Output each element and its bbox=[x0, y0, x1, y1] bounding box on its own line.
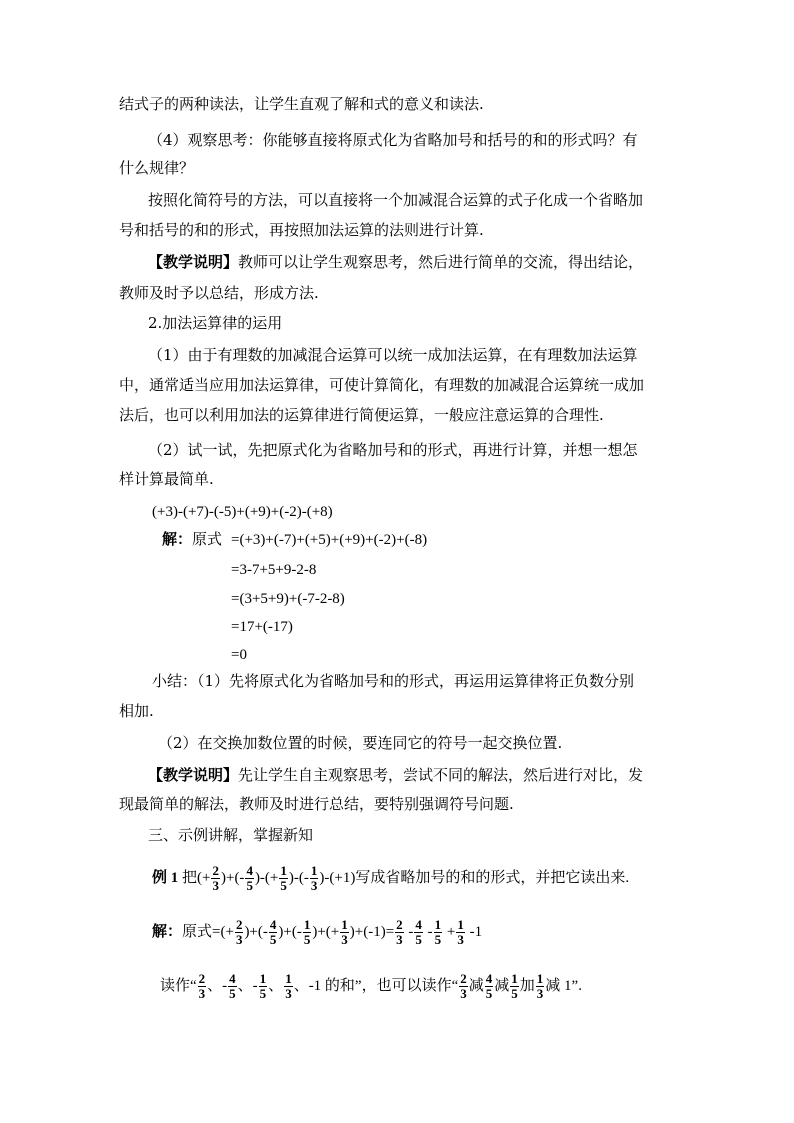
denominator: 5 bbox=[511, 986, 518, 1002]
text: 教师可以让学生观察思考，然后进行简单的交流，得出结论， bbox=[238, 253, 644, 271]
text: (+3)-(+7)-(-5)+(+9)+(-2)-(+8) bbox=[152, 504, 333, 520]
teaching-note-label: 【教学说明】 bbox=[148, 253, 239, 271]
fraction bbox=[536, 972, 545, 1001]
denominator: 5 bbox=[434, 932, 442, 948]
text: （2）在交换加数位置的时候，要连同它的符号一起交换位置. bbox=[158, 734, 563, 752]
fraction bbox=[485, 972, 494, 1001]
paragraph-line bbox=[148, 130, 638, 150]
numerator: 2 bbox=[198, 971, 206, 987]
expression bbox=[152, 502, 333, 522]
text: （2）试一试，先把原式化为省略加号和的形式，再进行计算，并想一想怎 bbox=[148, 441, 638, 459]
text: =3-7+5+9-2-8 bbox=[231, 562, 317, 578]
denominator: 3 bbox=[536, 986, 544, 1002]
paragraph-line bbox=[119, 794, 514, 814]
text: 相加. bbox=[119, 702, 154, 720]
solution-step bbox=[231, 617, 293, 637]
fraction bbox=[284, 972, 293, 1001]
denominator: 5 bbox=[269, 932, 277, 948]
paragraph-line bbox=[119, 405, 604, 425]
text: )+(- bbox=[244, 924, 268, 940]
numerator: 1 bbox=[511, 971, 518, 987]
text: 什么规律？ bbox=[119, 159, 195, 177]
text: )+(+ bbox=[312, 924, 340, 940]
numerator: 4 bbox=[269, 917, 277, 933]
text: 样计算最简单. bbox=[119, 470, 214, 488]
section-heading bbox=[148, 313, 282, 333]
fraction bbox=[235, 918, 244, 947]
text: 、- bbox=[237, 978, 258, 994]
numerator: 1 bbox=[457, 917, 464, 933]
teaching-note bbox=[148, 765, 643, 785]
text: 原式 bbox=[192, 532, 223, 548]
fraction bbox=[459, 972, 468, 1001]
text: 现最简单的解法，教师及时进行总结，要特别强调符号问题. bbox=[119, 795, 514, 813]
paragraph-line bbox=[148, 440, 638, 460]
summary-line bbox=[119, 701, 154, 721]
numerator: 2 bbox=[396, 917, 403, 933]
paragraph-line bbox=[119, 375, 644, 395]
text: + bbox=[443, 924, 456, 940]
solution-step bbox=[231, 589, 345, 609]
text: 、- bbox=[207, 978, 228, 994]
text: 2.加法运算律的运用 bbox=[148, 314, 283, 332]
example-reading bbox=[160, 968, 582, 1004]
text: 中，通常适当应用加法运算律，可使计算简化，有理数的加减混合运算统一成加 bbox=[119, 376, 645, 394]
text: 减 bbox=[468, 978, 484, 994]
denominator: 5 bbox=[229, 986, 236, 1002]
numerator: 2 bbox=[212, 863, 219, 879]
text: )-(- bbox=[288, 870, 309, 886]
denominator: 5 bbox=[280, 878, 287, 894]
summary-line bbox=[152, 671, 634, 691]
paragraph-line bbox=[119, 283, 319, 303]
denominator: 5 bbox=[259, 986, 267, 1002]
numerator: 1 bbox=[434, 917, 442, 933]
numerator: 2 bbox=[460, 971, 467, 987]
text: 号和括号的和的形式，再按照加法运算的法则进行计算. bbox=[119, 221, 484, 239]
denominator: 3 bbox=[457, 932, 464, 948]
text: 加 bbox=[519, 978, 535, 994]
solution-step bbox=[231, 645, 247, 665]
numerator: 1 bbox=[341, 917, 348, 933]
teaching-note-label: 【教学说明】 bbox=[148, 766, 239, 784]
text: )+(-1)= bbox=[349, 924, 395, 940]
fraction bbox=[228, 972, 237, 1001]
text: 按照化简符号的方法，可以直接将一个加减混合运算的式子化成一个省略加 bbox=[148, 191, 644, 209]
solution-label: 解： bbox=[162, 532, 193, 548]
text: - bbox=[404, 924, 414, 940]
paragraph-line bbox=[119, 158, 194, 178]
paragraph-line bbox=[119, 469, 214, 489]
text: 小结：（1）先将原式化为省略加号和的形式，再运用运算律将正负数分别 bbox=[152, 672, 635, 690]
text: )+(- bbox=[220, 870, 245, 886]
text: =(+3)+(-7)+(+5)+(+9)+(-2)+(-8) bbox=[231, 532, 428, 548]
text: 三、示例讲解，掌握新知 bbox=[148, 826, 314, 844]
solution-step bbox=[231, 530, 427, 550]
text: 结式子的两种读法，让学生直观了解和式的意义和读法. bbox=[119, 95, 484, 113]
solution-step bbox=[231, 560, 316, 580]
text: 减 1”. bbox=[545, 978, 582, 994]
numerator: 4 bbox=[246, 863, 253, 879]
fraction bbox=[279, 864, 288, 893]
denominator: 5 bbox=[415, 932, 422, 948]
fraction bbox=[434, 918, 443, 947]
text: （1）由于有理数的加减混合运算可以统一成加法运算，在有理数加法运算 bbox=[148, 346, 638, 364]
paragraph-line bbox=[148, 345, 638, 365]
text: 把(+ bbox=[178, 870, 211, 886]
numerator: 1 bbox=[280, 863, 287, 879]
text: =17+(-17) bbox=[231, 619, 293, 635]
denominator: 3 bbox=[235, 932, 243, 948]
example-label: 例 1 bbox=[152, 870, 179, 886]
numerator: 1 bbox=[536, 971, 544, 987]
text: =0 bbox=[231, 647, 247, 663]
fraction bbox=[414, 918, 423, 947]
denominator: 3 bbox=[285, 986, 292, 1002]
text: 读作“ bbox=[160, 978, 197, 994]
numerator: 1 bbox=[259, 971, 267, 987]
numerator: 4 bbox=[229, 971, 236, 987]
denominator: 3 bbox=[341, 932, 348, 948]
fraction bbox=[303, 918, 312, 947]
numerator: 2 bbox=[235, 917, 243, 933]
denominator: 3 bbox=[396, 932, 403, 948]
denominator: 3 bbox=[460, 986, 467, 1002]
numerator: 1 bbox=[310, 863, 318, 879]
denominator: 3 bbox=[310, 878, 318, 894]
example-statement bbox=[152, 860, 629, 896]
fraction bbox=[198, 972, 207, 1001]
denominator: 5 bbox=[485, 986, 493, 1002]
numerator: 4 bbox=[415, 917, 422, 933]
example-solution bbox=[152, 914, 482, 950]
paragraph-line bbox=[119, 94, 484, 114]
numerator: 1 bbox=[303, 917, 311, 933]
text: 原式=(+ bbox=[182, 924, 234, 940]
teaching-note bbox=[148, 252, 643, 272]
fraction bbox=[269, 918, 278, 947]
denominator: 5 bbox=[303, 932, 311, 948]
summary-line bbox=[158, 733, 562, 753]
fraction bbox=[395, 918, 404, 947]
text: （4）观察思考：你能够直接将原式化为省略加号和括号的和的形式吗？有 bbox=[148, 131, 638, 149]
text: )+(- bbox=[278, 924, 302, 940]
text: 法后，也可以利用加法的运算律进行简便运算，一般应注意运算的合理性. bbox=[119, 406, 604, 424]
denominator: 3 bbox=[198, 986, 206, 1002]
text: )-(+1)写成省略加号的和的形式，并把它读出来. bbox=[319, 870, 630, 886]
fraction bbox=[245, 864, 254, 893]
text: 、-1 的和”，也可以读作“ bbox=[293, 978, 459, 994]
text: -1 bbox=[465, 924, 483, 940]
text: 减 bbox=[494, 978, 510, 994]
fraction bbox=[456, 918, 465, 947]
fraction bbox=[259, 972, 268, 1001]
fraction bbox=[340, 918, 349, 947]
text: )-(+ bbox=[254, 870, 279, 886]
numerator: 4 bbox=[485, 971, 493, 987]
section-heading bbox=[148, 825, 313, 845]
text: 先让学生自主观察思考，尝试不同的解法，然后进行对比，发 bbox=[238, 766, 644, 784]
denominator: 5 bbox=[246, 878, 253, 894]
text: - bbox=[423, 924, 433, 940]
text: 教师及时予以总结，形成方法. bbox=[119, 284, 319, 302]
denominator: 3 bbox=[212, 878, 219, 894]
fraction bbox=[310, 864, 319, 893]
solution-label: 解： bbox=[152, 924, 183, 940]
solution-step bbox=[162, 530, 222, 550]
text: =(3+5+9)+(-7-2-8) bbox=[231, 591, 345, 607]
paragraph-line bbox=[148, 190, 643, 210]
text: 、 bbox=[268, 978, 284, 994]
numerator: 1 bbox=[285, 971, 292, 987]
paragraph-line bbox=[119, 220, 484, 240]
fraction bbox=[510, 972, 519, 1001]
fraction bbox=[211, 864, 220, 893]
